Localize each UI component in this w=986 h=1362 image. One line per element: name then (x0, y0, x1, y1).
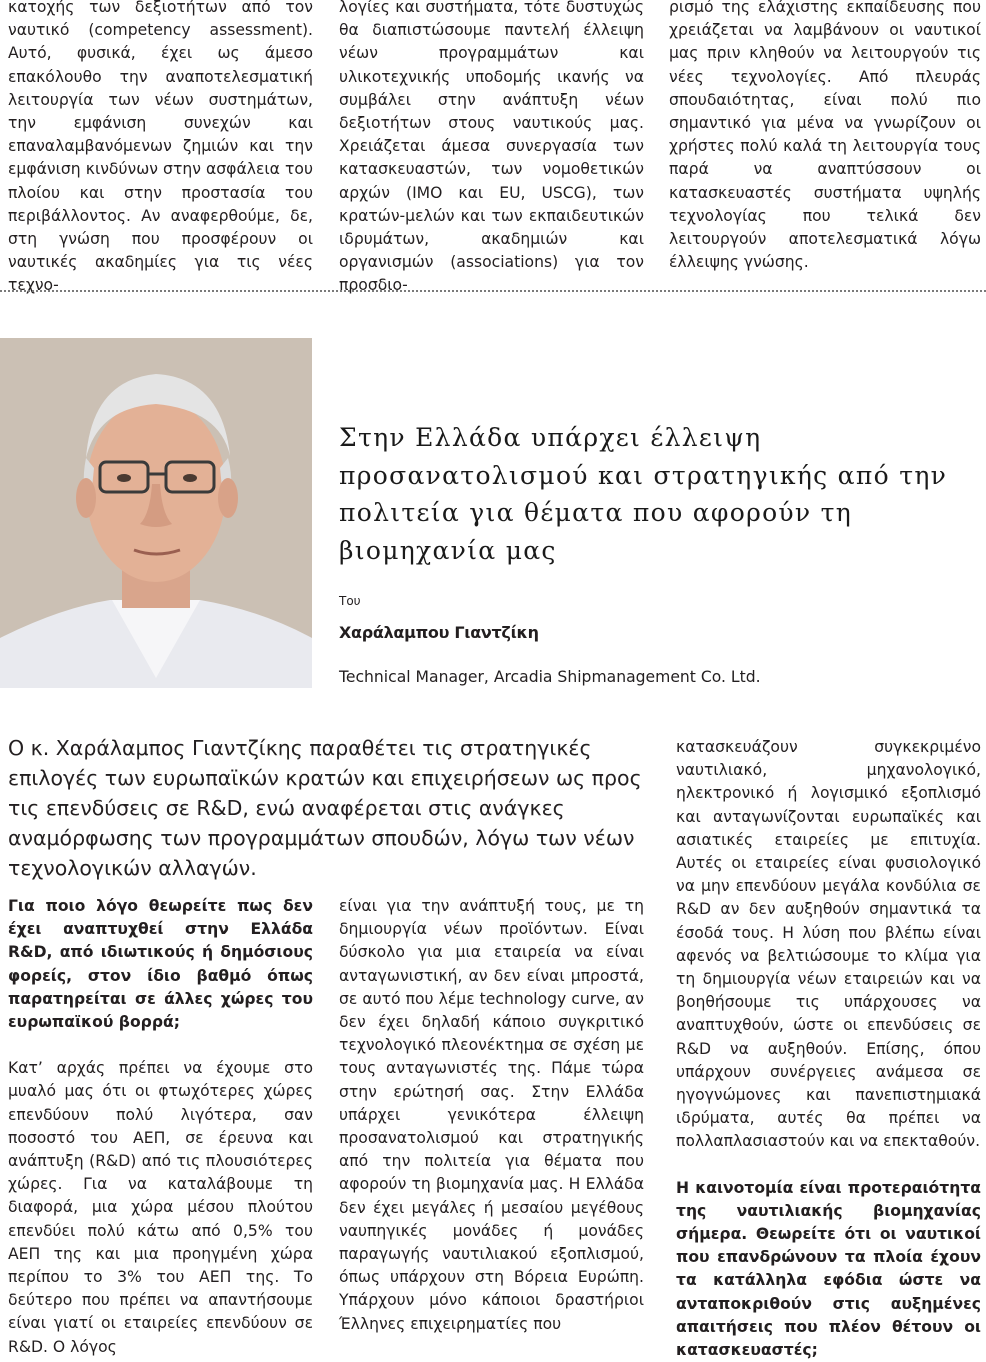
top-text-column-3 (669, 0, 981, 274)
byline-prefix: Του (339, 594, 361, 608)
top-paragraph-3: ρισμό της ελάχιστης εκπαίδευσης που χρειάζεται να λαμβάνουν οι ναυτικοί μας πριν κληθούν να λειτουργούν τις νέες τεχνολογίες. Από πλευράς σπουδαιότητας, είναι πολύ πιο σημαντικό για μένα να γνωρίζουν οι χρήστες πολύ καλά τη λειτουργία τους παρά να αναπτύσσουν οι κατασκευαστές συστήματα υψηλής τεχνολογίας που τελικά δεν λειτουργούν αποτελεσματικά λόγω έλλειψης γνώσης. (669, 0, 981, 272)
interview-question-2: Η καινοτομία είναι προτεραιότητα της ναυτιλιακής βιομηχανίας σήμερα. Θεωρείτε ότι οι ναυτικοί που επανδρώνουν τα πλοία έχουν τα κατάλληλα εφόδια ώστε να ανταποκριθούν στις αυξημένες απαιτήσεις που πλέον θέτουν οι κατασκευαστές; (676, 1178, 981, 1360)
interview-answer-1-part-2: είναι για την ανάπτυξή τους, με τη δημιουργία νέων προϊόντων. Είναι δύσκολο για μια εταιρεία να είναι ανταγωνιστική, αν δεν είναι μπροστά, σε αυτό που λέμε technology curve, αν δεν έχει δηλαδή κάποιο συγκριτικό τεχνολογικό πλεονέκτημα σε σχέση με τους ανταγωνιστές της. Πάμε τώρα στην ερώτησή σας. Στην Ελλάδα υπάρχει γενικότερα έλλειψη προσανατολισμού και στρατηγικής από την πολιτεία για θέματα που αφορούν τη βιομηχανία μας. Η Ελλάδα δεν έχει μεγάλες ή μεσαίου μεγέθους ναυπηγικές μονάδες ή μονάδες παραγωγής ναυτιλιακού εξοπλισμού, όπως υπάρχουν στη Βόρεια Ευρώπη. Υπάρχουν μόνο κάποιοι δραστήριοι Έλληνες επιχειρηματίες που (339, 897, 644, 1333)
byline-author-name: Χαράλαμπου Γιαντζίκη (339, 623, 539, 642)
article-lead-paragraph: Ο κ. Χαράλαμπος Γιαντζίκης παραθέτει τις στρατηγικές επιλογές των ευρωπαϊκών κρατών και επιχειρήσεων ως προς τις επενδύσεις σε R&D, ενώ αναφέρεται στις ανάγκες αναμόρφωσης των προγραμμάτων σπουδών, λόγω των νέων τεχνολογικών αλλαγών. (8, 736, 642, 880)
interview-question-1: Για ποιο λόγο θεωρείτε πως δεν έχει αναπτυχθεί στην Ελλάδα R&D, από ιδιωτικούς ή δημόσιους φορείς, στον ίδιο βαθμό όπως παρατηρείται σε άλλες χώρες του ευρωπαϊκού βορρά; (8, 897, 313, 1032)
interview-answer-1-part-1: Κατ’ αρχάς πρέπει να έχουμε στο μυαλό μας ότι οι φτωχότερες χώρες επενδύουν πολύ λιγότερα, σαν ποσοστό του ΑΕΠ, σε έρευνα και ανάπτυξη (R&D) από τις πλουσιότερες χώρες. Για να καταλάβουμε τη διαφορά, μια χώρα μέσου πλούτου επενδύει πολύ κάτω από 0,5% του ΑΕΠ της και μια προηγμένη χώρα περίπου το 3% του ΑΕΠ της. Το δεύτερο που πρέπει να απαντήσουμε είναι γιατί οι εταιρείες επενδύουν σε R&D. Ο λόγος (8, 1059, 313, 1356)
dotted-divider (0, 290, 986, 292)
top-text-column-2 (339, 0, 644, 298)
body-text-column-2 (339, 895, 644, 1336)
top-text-column-1 (8, 0, 313, 298)
body-text-column-3 (676, 736, 981, 1362)
article-headline: Στην Ελλάδα υπάρχει έλλειψη προσανατολισμού και στρατηγικής από την πολιτεία για θέματα που αφορούν τη βιομηχανία μας (339, 423, 948, 565)
top-paragraph-2: λογίες και συστήματα, τότε δυστυχώς θα διαπιστώσουμε παντελή έλλειψη νέων προγραμμάτων και υλικοτεχνικής υποδομής ικανής να συμβάλει στην ανάπτυξη νέων δεξιοτήτων στους ναυτικούς μας. Χρειάζεται άμεσα συνεργασία των κατασκευαστών, των νομοθετικών αρχών (IMO και EU, USCG), των κρατών-μελών και των εκπαιδευτικών ιδρυμάτων, ακαδημιών και οργανισμών (associations) για τον προσδιο- (339, 0, 644, 295)
top-paragraph-1: κατοχής των δεξιοτήτων από τον ναυτικό (competency assessment). Αυτό, φυσικά, έχει ως άμεσο επακόλουθο την αναποτελεσματική λειτουργία των νέων συστημάτων, την εμφάνιση συνεχών και επαναλαμβανόμενων ζημιών και την εμφάνιση κινδύνων στην ασφάλεια του πλοίου και στην προστασία του περιβάλλοντος. Αν αναφερθούμε, δε, στη γνώση που προσφέρουν οι ναυτικές ακαδημίες για τις νέες τεχνο- (8, 0, 313, 295)
author-portrait-photo (0, 338, 312, 688)
byline-author-title: Technical Manager, Arcadia Shipmanagement Co. Ltd. (339, 668, 761, 686)
interview-answer-1-part-3: κατασκευάζουν συγκεκριμένο ναυτιλιακό, μηχανολογικό, ηλεκτρονικό ή λογισμικό εξοπλισμό και ανταγωνίζονται ευρωπαϊκές και ασιατικές εταιρείες με επιτυχία. Αυτές οι εταιρείες είναι φυσιολογικό να μην επενδύουν μεγάλα κονδύλια σε R&D αν δεν αυξηθούν σημαντικά τα έσοδά τους. Η λύση που βλέπω είναι αφενός να βελτιώσουμε το κλίμα για τη δημιουργία νέων εταιρειών και να βοηθήσουμε τις υπάρχουσες να αναπτυχθούν, ώστε οι επενδύσεις σε R&D να αυξηθούν. Επίσης, όπου υπάρχουν συνέργειες ανάμεσα σε ηγογνώμονες και πανεπιστημιακά ιδρύματα, αυτές θα πρέπει να πολλαπλασιαστούν και να επεκταθούν. (676, 738, 981, 1151)
body-text-column-1 (8, 895, 313, 1359)
